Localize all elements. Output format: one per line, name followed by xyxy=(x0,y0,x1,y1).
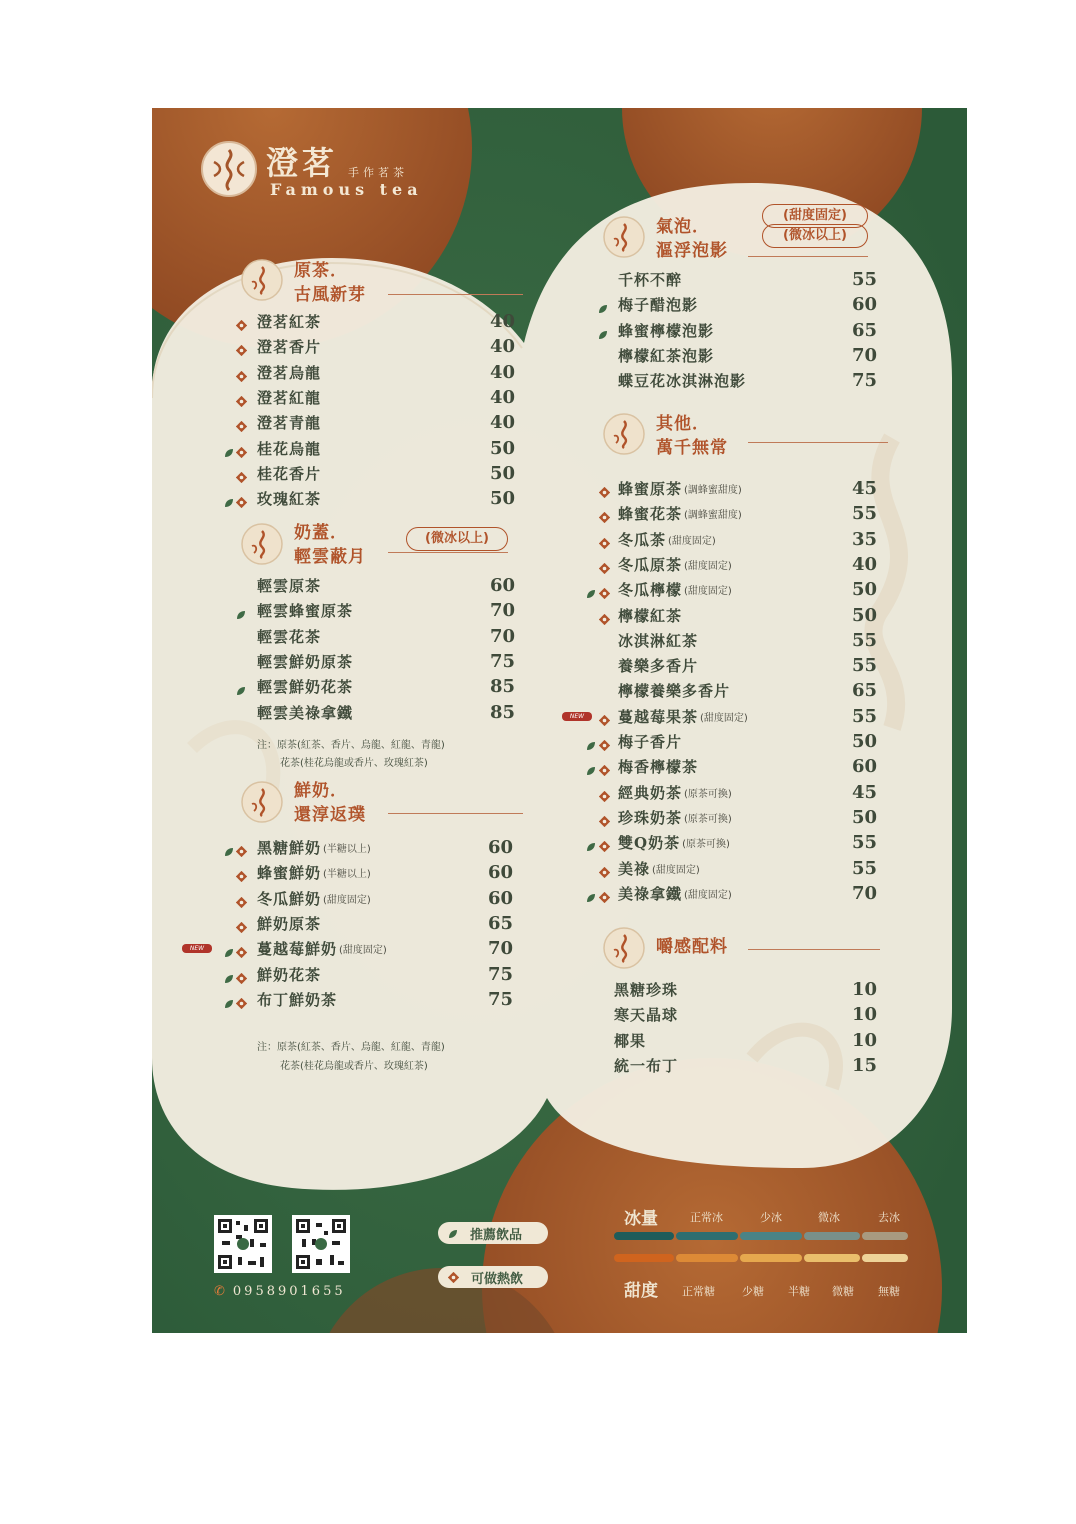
brand-tagline: 手作茗茶 xyxy=(348,166,408,179)
ice-level-0: 正常冰 xyxy=(690,1211,723,1224)
menu-item-price: 70 xyxy=(490,600,516,622)
sweet-level-1: 少糖 xyxy=(742,1285,764,1298)
hot-drink-icon xyxy=(236,316,247,327)
menu-item-price: 85 xyxy=(490,676,516,698)
menu-item[interactable] xyxy=(257,385,520,410)
section-divider xyxy=(748,256,868,257)
menu-item-note: (甜度固定) xyxy=(339,945,387,957)
menu-item-name: 美祿拿鐵 xyxy=(618,884,683,903)
menu-item[interactable] xyxy=(618,476,882,501)
section-title: 其他． xyxy=(656,414,710,434)
menu-item-note: (原茶可換) xyxy=(684,813,732,825)
menu-item-note: (甜度固定) xyxy=(684,586,732,598)
menu-item[interactable] xyxy=(257,649,520,674)
flower-tea-logo-icon xyxy=(200,140,258,198)
menu-item-name: 蔓越莓果茶 xyxy=(618,707,699,726)
section-divider xyxy=(388,552,508,553)
ice-requirement-badge: (微冰以上) xyxy=(406,527,508,551)
menu-item-name: 桂花烏龍 xyxy=(257,439,322,458)
menu-item-name: 珍珠奶茶 xyxy=(618,808,683,827)
menu-item-name: 澄茗紅茶 xyxy=(257,313,322,331)
menu-item-price: 40 xyxy=(490,361,516,383)
menu-item-price: 40 xyxy=(490,311,516,332)
menu-item-name: 輕雲原茶 xyxy=(257,577,322,595)
hot-drink-icon xyxy=(236,392,247,403)
menu-item-price: 15 xyxy=(852,1054,878,1076)
menu-item-name: 美祿 xyxy=(618,859,651,878)
sweet-level-0: 正常糖 xyxy=(682,1285,715,1298)
menu-item[interactable] xyxy=(618,780,882,805)
menu-item-name: 雙Q奶茶 xyxy=(618,834,681,853)
menu-item-name: 蔓越莓鮮奶 xyxy=(257,940,338,959)
menu-item-name: 梅香檸檬茶 xyxy=(618,758,699,777)
menu-item-price: 60 xyxy=(490,575,516,596)
menu-item[interactable] xyxy=(618,754,882,779)
section-subtitle: 還淳返璞 xyxy=(294,805,366,825)
menu-item-note: (調蜂蜜甜度) xyxy=(684,510,742,522)
menu-item[interactable] xyxy=(614,1053,882,1078)
menu-item[interactable] xyxy=(257,886,518,911)
ice-requirement-badge: (微冰以上) xyxy=(762,224,868,248)
menu-item-note: (甜度固定) xyxy=(652,864,700,876)
menu-item-name: 蜂蜜檸檬泡影 xyxy=(618,321,715,340)
menu-item-price: 55 xyxy=(852,655,878,677)
menu-item-name: 黑糖珍珠 xyxy=(614,981,679,999)
menu-item-name: 鮮奶花茶 xyxy=(257,965,322,984)
hot-drink-icon xyxy=(236,867,247,878)
menu-item-price: 50 xyxy=(852,579,878,601)
leaf-icon xyxy=(448,1228,458,1238)
menu-item-price: 10 xyxy=(852,1029,878,1051)
leaf-icon xyxy=(586,888,596,898)
ice-level-3: 去冰 xyxy=(878,1211,900,1224)
menu-item[interactable] xyxy=(618,856,882,881)
hot-drink-icon xyxy=(236,893,247,904)
legend-recommend-label: 推薦飲品 xyxy=(470,1227,523,1243)
menu-item[interactable] xyxy=(257,309,520,334)
hot-drink-icon xyxy=(236,994,247,1005)
hot-drink-icon xyxy=(236,341,247,352)
menu-item-price: 60 xyxy=(488,837,514,858)
menu-item-note: (甜度固定) xyxy=(668,535,716,547)
menu-item[interactable] xyxy=(257,962,518,987)
hot-drink-icon xyxy=(599,711,610,722)
menu-item-name: 蜂蜜鮮奶 xyxy=(257,864,322,883)
sweet-level-4: 無糖 xyxy=(878,1285,900,1298)
menu-item[interactable] xyxy=(618,267,882,292)
menu-item[interactable] xyxy=(257,573,520,598)
menu-item-name: 蜂蜜原茶 xyxy=(618,480,683,498)
menu-item-name: 澄茗青龍 xyxy=(257,414,322,433)
hot-drink-icon xyxy=(236,468,247,479)
phone-contact[interactable] xyxy=(214,1284,346,1299)
hot-drink-icon xyxy=(599,483,610,494)
menu-item[interactable] xyxy=(618,628,882,653)
menu-item-price: 40 xyxy=(852,553,878,575)
hot-drink-icon xyxy=(599,761,610,772)
menu-item-name: 澄茗紅龍 xyxy=(257,388,322,407)
menu-item-name: 輕雲美祿拿鐵 xyxy=(257,703,354,722)
section-title: 嚼感配料 xyxy=(656,937,728,957)
menu-item[interactable] xyxy=(618,704,882,729)
menu-item-note: (甜度固定) xyxy=(684,560,732,572)
menu-item-name: 統一布丁 xyxy=(614,1056,679,1075)
leaf-icon xyxy=(236,681,246,691)
menu-item[interactable] xyxy=(614,1002,882,1027)
hot-drink-icon xyxy=(599,787,610,798)
leaf-icon xyxy=(586,837,596,847)
menu-item[interactable] xyxy=(257,486,520,511)
new-badge: NEW xyxy=(182,944,212,953)
menu-item-price: 85 xyxy=(490,701,516,723)
sweet-level-3: 微糖 xyxy=(832,1285,854,1298)
menu-item-note: (原茶可換) xyxy=(684,788,732,800)
menu-item-price: 50 xyxy=(852,806,878,828)
menu-item[interactable] xyxy=(257,860,518,885)
menu-item-name: 寒天晶球 xyxy=(614,1006,679,1025)
menu-item-name: 冬瓜茶 xyxy=(618,530,667,549)
menu-item-price: 35 xyxy=(852,528,878,550)
section-title: 奶蓋． xyxy=(294,523,348,543)
menu-item-name: 蝶豆花冰淇淋泡影 xyxy=(618,372,747,391)
menu-item-name: 梅子醋泡影 xyxy=(618,296,699,315)
section-title: 氣泡． xyxy=(656,217,710,237)
menu-item-name: 冬瓜鮮奶 xyxy=(257,889,322,908)
menu-item-note: (半糖以上) xyxy=(323,869,371,881)
qr-pattern-icon xyxy=(216,1217,270,1271)
legend-hot-label: 可做熱飲 xyxy=(471,1271,524,1287)
menu-item-price: 60 xyxy=(488,862,514,884)
section-divider xyxy=(748,949,880,950)
menu-item-price: 75 xyxy=(488,988,514,1010)
section-subtitle: 漚浮泡影 xyxy=(656,241,728,261)
menu-item-price: 10 xyxy=(852,979,878,1000)
menu-item-price: 75 xyxy=(488,963,514,985)
legend-hot xyxy=(438,1266,548,1288)
menu-item[interactable] xyxy=(257,334,520,359)
menu-item-name: 玫瑰紅茶 xyxy=(257,490,322,509)
menu-item[interactable] xyxy=(618,368,882,393)
menu-item[interactable] xyxy=(618,343,882,368)
leaf-icon xyxy=(224,943,234,953)
leaf-icon xyxy=(586,736,596,746)
hot-drink-icon xyxy=(236,417,247,428)
menu-item-price: 55 xyxy=(852,503,878,525)
menu-item[interactable] xyxy=(257,674,520,699)
menu-item[interactable] xyxy=(257,624,520,649)
brand-name-en: Famous tea xyxy=(270,180,423,199)
menu-item-name: 鮮奶原茶 xyxy=(257,914,322,933)
menu-item-price: 55 xyxy=(852,269,878,290)
sweet-level-2: 半糖 xyxy=(788,1285,810,1298)
leaf-icon xyxy=(224,842,234,852)
menu-item-note: (甜度固定) xyxy=(700,712,748,724)
menu-item-price: 65 xyxy=(488,912,514,934)
menu-item-price: 50 xyxy=(852,604,878,626)
menu-item-price: 55 xyxy=(852,832,878,854)
footnote: 花茶(桂花烏龍或香片、玫瑰紅茶) xyxy=(280,1061,428,1072)
menu-item-price: 50 xyxy=(852,731,878,752)
menu-item-price: 70 xyxy=(852,344,878,366)
topping-emblem-icon xyxy=(602,926,646,970)
menu-item[interactable] xyxy=(618,603,882,628)
menu-item[interactable] xyxy=(257,598,520,623)
menu-item-price: 70 xyxy=(490,625,516,647)
hot-drink-icon xyxy=(599,610,610,621)
menu-item[interactable] xyxy=(618,805,882,830)
tea-leaf-emblem-icon xyxy=(240,258,284,302)
menu-item[interactable] xyxy=(257,360,520,385)
menu-item[interactable] xyxy=(618,527,882,552)
menu-item-name: 輕雲花茶 xyxy=(257,627,322,646)
menu-item-price: 60 xyxy=(852,756,878,778)
hot-drink-icon xyxy=(236,918,247,929)
facebook-qr-code[interactable] xyxy=(214,1215,272,1273)
leaf-icon xyxy=(224,493,234,503)
menu-item[interactable] xyxy=(257,911,518,936)
menu-item[interactable] xyxy=(257,835,518,860)
footnote: 注：原茶(紅茶、香片、烏龍、紅龍、青龍) xyxy=(257,1042,445,1053)
menu-item[interactable] xyxy=(614,1028,882,1053)
menu-item[interactable] xyxy=(618,881,882,906)
menu-item[interactable] xyxy=(257,436,520,461)
menu-item-name: 經典奶茶 xyxy=(618,783,683,802)
menu-item-name: 輕雲鮮奶原茶 xyxy=(257,652,354,671)
menu-item-price: 40 xyxy=(490,412,516,434)
menu-item-name: 黑糖鮮奶 xyxy=(257,839,322,857)
cloud-moon-emblem-icon xyxy=(240,522,284,566)
legend-recommend xyxy=(438,1222,548,1244)
hot-drink-icon xyxy=(599,534,610,545)
footnote: 注：原茶(紅茶、香片、烏龍、紅龍、青龍) xyxy=(257,740,445,751)
ice-level-1: 少冰 xyxy=(760,1211,782,1224)
menu-item-name: 檸檬紅茶 xyxy=(618,606,683,625)
menu-item[interactable] xyxy=(618,678,882,703)
menu-item-price: 75 xyxy=(852,370,878,392)
menu-item[interactable] xyxy=(618,501,882,526)
ice-title: 冰量 xyxy=(624,1209,658,1229)
hot-drink-icon xyxy=(599,559,610,570)
leaf-icon xyxy=(224,969,234,979)
menu-item-price: 60 xyxy=(852,294,878,316)
hot-drink-icon xyxy=(599,812,610,823)
section-title: 原茶． xyxy=(294,261,348,281)
section-subtitle: 古風新芽 xyxy=(294,285,366,305)
phone-number: 0958901655 xyxy=(232,1284,346,1299)
menu-item-price: 50 xyxy=(490,488,516,510)
menu-item-note: (半糖以上) xyxy=(323,844,371,855)
menu-item-price: 55 xyxy=(852,629,878,651)
hot-drink-icon xyxy=(236,493,247,504)
leaf-icon xyxy=(598,299,608,309)
hot-drink-icon xyxy=(599,837,610,848)
hot-drink-icon xyxy=(599,888,610,899)
section-subtitle: 萬千無常 xyxy=(656,438,728,458)
leaf-icon xyxy=(598,325,608,335)
milk-bowl-emblem-icon xyxy=(240,780,284,824)
ice-level-2: 微冰 xyxy=(818,1211,840,1224)
menu-item-price: 50 xyxy=(490,437,516,459)
menu-item-price: 50 xyxy=(490,462,516,484)
menu-item-name: 檸檬養樂多香片 xyxy=(618,682,731,701)
menu-item-price: 10 xyxy=(852,1004,878,1026)
menu-item-price: 70 xyxy=(852,882,878,904)
qr-pattern-icon xyxy=(294,1217,348,1271)
hot-drink-icon xyxy=(236,969,247,980)
sweet-title: 甜度 xyxy=(624,1281,658,1301)
menu-item[interactable] xyxy=(618,292,882,317)
phone-icon: ✆ xyxy=(214,1284,225,1299)
menu-item[interactable] xyxy=(618,729,882,754)
menu-item-name: 檸檬紅茶泡影 xyxy=(618,346,715,365)
hot-drink-icon xyxy=(599,508,610,519)
menu-item-price: 75 xyxy=(490,650,516,672)
menu-item[interactable] xyxy=(257,936,518,961)
menu-item-price: 45 xyxy=(852,781,878,803)
pattern-tile-emblem-icon xyxy=(602,412,646,456)
menu-item-name: 梅子香片 xyxy=(618,733,683,751)
menu-item-name: 布丁鮮奶茶 xyxy=(257,990,338,1009)
sweetness-fixed-badge: (甜度固定) xyxy=(762,204,868,228)
menu-item-price: 65 xyxy=(852,680,878,702)
hot-drink-icon xyxy=(236,842,247,853)
menu-item[interactable] xyxy=(257,461,520,486)
menu-item-name: 蜂蜜花茶 xyxy=(618,505,683,524)
leaf-icon xyxy=(224,443,234,453)
menu-item-name: 輕雲蜂蜜原茶 xyxy=(257,602,354,621)
footnote: 花茶(桂花烏龍或香片、玫瑰紅茶) xyxy=(280,758,428,769)
menu-item-name: 冬瓜檸檬 xyxy=(618,581,683,600)
section-subtitle: 輕雲蔽月 xyxy=(294,547,366,567)
menu-poster xyxy=(152,108,967,1333)
menu-item[interactable] xyxy=(618,318,882,343)
menu-item-price: 60 xyxy=(488,887,514,909)
hot-drink-icon xyxy=(236,367,247,378)
leaf-icon xyxy=(236,605,246,615)
hot-drink-icon xyxy=(599,584,610,595)
menu-item[interactable] xyxy=(614,977,882,1002)
menu-item-name: 澄茗烏龍 xyxy=(257,363,322,382)
menu-item-name: 椰果 xyxy=(614,1031,647,1050)
hot-drink-icon xyxy=(599,736,610,747)
brand-name-cn: 澄茗 xyxy=(266,144,339,182)
leaf-icon xyxy=(586,761,596,771)
menu-item-price: 40 xyxy=(490,336,516,358)
section-divider xyxy=(748,442,888,443)
bubble-cup-emblem-icon xyxy=(602,215,646,259)
menu-item-price: 70 xyxy=(488,938,514,960)
section-divider xyxy=(388,813,523,814)
menu-item-name: 輕雲鮮奶花茶 xyxy=(257,678,354,697)
menu-item-name: 冬瓜原茶 xyxy=(618,555,683,574)
leaf-icon xyxy=(224,994,234,1004)
menu-item[interactable] xyxy=(618,830,882,855)
hot-drink-icon xyxy=(236,443,247,454)
menu-item-note: (甜度固定) xyxy=(684,889,732,901)
menu-item[interactable] xyxy=(618,653,882,678)
hot-drink-icon xyxy=(236,943,247,954)
hot-drink-icon xyxy=(448,1272,459,1283)
new-badge: NEW xyxy=(562,712,592,721)
menu-item-price: 55 xyxy=(852,705,878,727)
menu-item-note: (甜度固定) xyxy=(323,894,371,906)
menu-item-note: (調蜂蜜甜度) xyxy=(684,485,742,496)
instagram-qr-code[interactable] xyxy=(292,1215,350,1273)
menu-item-name: 千杯不醉 xyxy=(618,271,683,289)
menu-item-name: 冰淇淋紅茶 xyxy=(618,631,699,650)
brand-logo xyxy=(200,140,258,198)
hot-drink-icon xyxy=(599,863,610,874)
menu-item-name: 澄茗香片 xyxy=(257,338,322,357)
menu-item-name: 養樂多香片 xyxy=(618,657,699,676)
menu-item[interactable] xyxy=(257,700,520,725)
menu-item-note: (原茶可換) xyxy=(682,839,730,851)
menu-item-price: 45 xyxy=(852,478,878,499)
menu-item-name: 桂花香片 xyxy=(257,464,322,483)
menu-item[interactable] xyxy=(257,987,518,1012)
menu-item[interactable] xyxy=(257,410,520,435)
leaf-icon xyxy=(586,584,596,594)
menu-item[interactable] xyxy=(618,577,882,602)
section-divider xyxy=(388,294,523,295)
menu-item-price: 65 xyxy=(852,319,878,341)
menu-item-price: 55 xyxy=(852,857,878,879)
menu-item-price: 40 xyxy=(490,386,516,408)
section-title: 鮮奶． xyxy=(294,781,348,801)
menu-item[interactable] xyxy=(618,552,882,577)
